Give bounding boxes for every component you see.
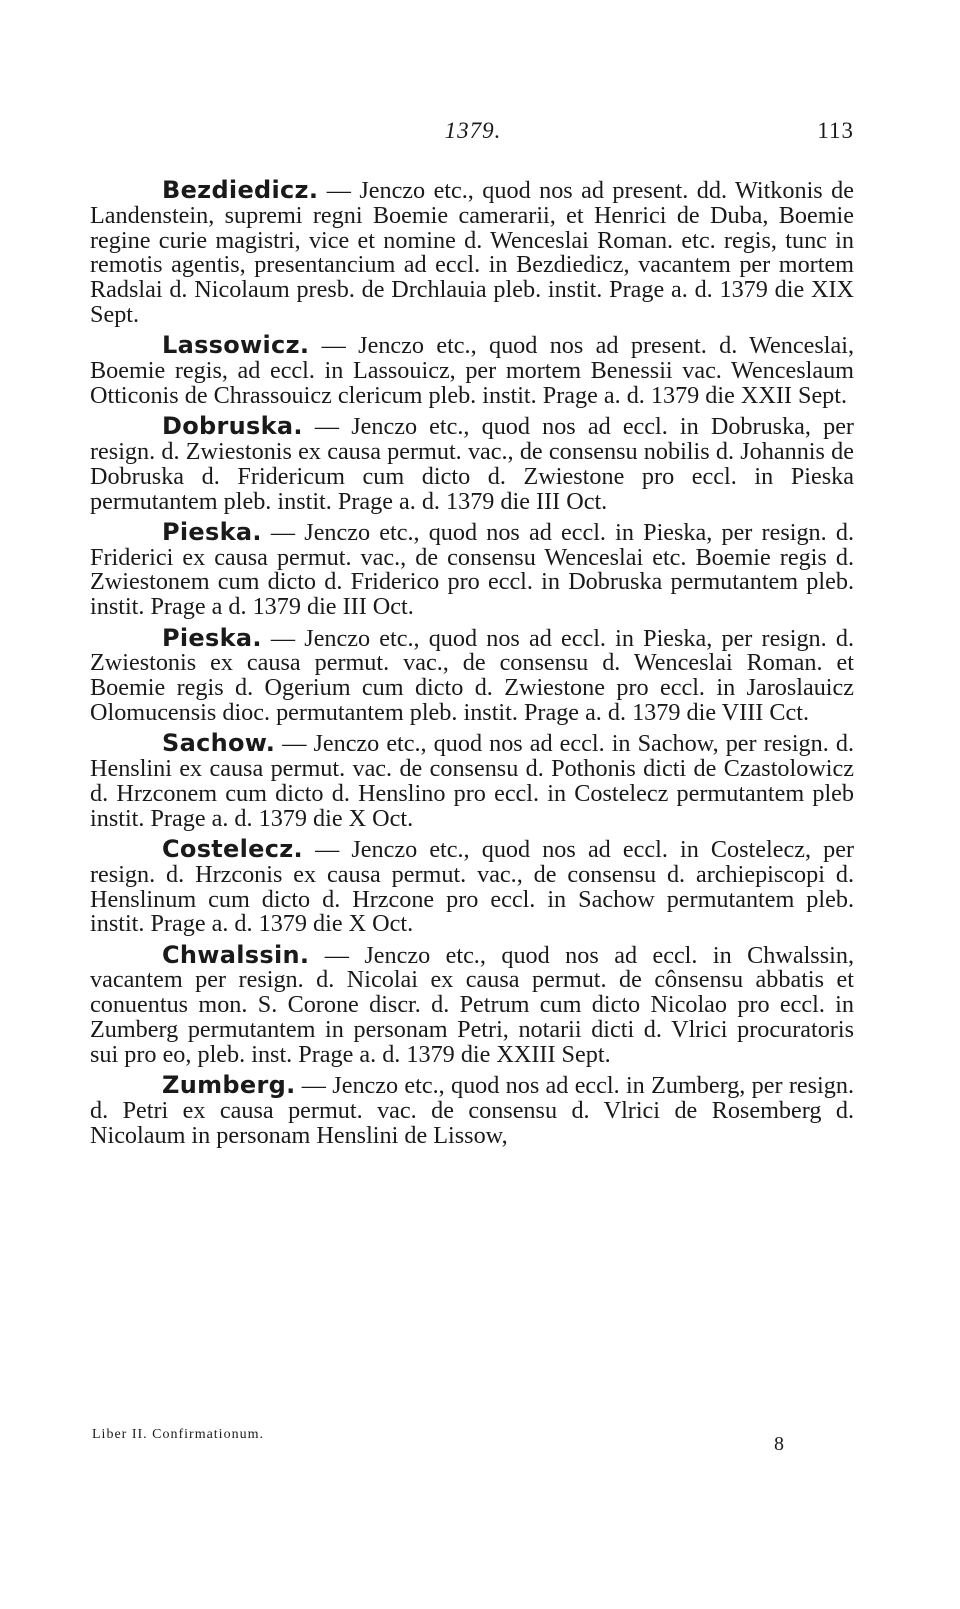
- entry-text: — Jenczo etc., quod nos ad eccl. in Pieska, per resign. d. Zwiestonis ex causa permut. vac., de consensu d. Wenceslai Roman. et Boemie regis d. Ogerium cum dicto d. Zwiestone pro eccl. in Jaroslauicz Olomucensis dioc. permutantem pleb. instit. Prage a. d. 1379 die VIII Cct.: [90, 624, 854, 726]
- entry-text: — Jenczo etc., quod nos ad eccl. in Chwalssin, vacantem per resign. d. Nicolai ex causa permut. de cônsensu abbatis et conuentus mon. S. Corone discr. d. Petrum cum dicto Nicolao pro eccl. in Zumberg permutantem in personam Petri, notarii dicti d. Vlrici procuratoris sui pro eo, pleb. inst. Prage a. d. 1379 die XXIII Sept.: [90, 941, 854, 1068]
- entry-place-name: Dobruska.: [162, 412, 303, 441]
- entry-place-name: Zumberg.: [162, 1071, 296, 1100]
- page-year-heading: 1379.: [444, 118, 502, 143]
- printer-signature: Liber II. Confirmationum.: [92, 1427, 264, 1442]
- page-footer: [92, 1427, 854, 1457]
- entry-text: — Jenczo etc., quod nos ad eccl. in Costelecz, per resign. d. Hrzconis ex causa permut. vac., de consensu d. archiepiscopi d. Henslinum cum dicto d. Hrzcone pro eccl. in Sachow permutantem pleb. instit. Prage a. d. 1379 die X Oct.: [90, 835, 854, 938]
- entry-chwalssin: [90, 940, 854, 1068]
- entry-place-name: Sachow.: [162, 729, 276, 758]
- entry-place-name: Chwalssin.: [162, 940, 310, 969]
- entry-lassowicz: [90, 333, 854, 408]
- main-text: [90, 178, 854, 1154]
- entry-pieska-1: [90, 517, 854, 621]
- signature-number: 8: [774, 1433, 784, 1455]
- entry-text: — Jenczo etc., quod nos ad eccl. in Pieska, per resign. d. Friderici ex causa permut. vac., de consensu Wenceslai etc. Boemie regis d. Zwiestonem cum dicto d. Friderico pro eccl. in Dobruska permutantem pleb. instit. Prage a d. 1379 die III Oct.: [90, 518, 854, 621]
- entry-text: — Jenczo etc., quod nos ad eccl. in Sachow, per resign. d. Henslini ex causa permut. vac. de consensu d. Pothonis dicti de Czastolowicz d. Hrzconem cum dicto d. Henslino pro eccl. in Costelecz permutantem pleb instit. Prage a. d. 1379 die X Oct.: [90, 730, 854, 832]
- entry-place-name: Pieska.: [162, 623, 262, 652]
- entry-place-name: Bezdiedicz.: [162, 176, 319, 204]
- entry-text: — Jenczo etc., quod nos ad present. dd. Witkonis de Landenstein, supremi regni Boemie camerarii, et Henrici de Duba, Boemie regine curie magistri, vice et nomine d. Wenceslai Roman. etc. regis, tunc in remotis agentis, presentancium ad eccl. in Bezdiedicz, vacantem per mortem Radslai d. Nicolaum presb. de Drchlauia pleb. instit. Prage a. d. 1379 die XIX Sept.: [90, 177, 854, 328]
- entry-text: — Jenczo etc., quod nos ad eccl. in Dobruska, per resign. d. Zwiestonis ex causa permut. vac., de consensu nobilis d. Johannis de Dobruska d. Fridericum cum dicto d. Zwiestone pro eccl. in Pieska permutantem pleb. instit. Prage a. d. 1379 die III Oct.: [90, 413, 854, 515]
- entry-costelecz: [90, 834, 854, 938]
- entry-zumberg: [90, 1073, 854, 1148]
- entry-place-name: Lassowicz.: [162, 331, 310, 360]
- entry-place-name: Pieska.: [162, 517, 262, 546]
- entry-text: — Jenczo etc., quod nos ad eccl. in Zumberg, per resign. d. Petri ex causa permut. vac. de consensu d. Vlrici de Rosemberg d. Nicolaum in personam Henslini de Lissow,: [90, 1072, 854, 1149]
- entry-sachow: [90, 731, 854, 831]
- running-head: [92, 118, 854, 152]
- entry-bezdiedicz: [90, 178, 854, 328]
- entry-dobruska: [90, 414, 854, 514]
- entry-place-name: Costelecz.: [162, 834, 303, 863]
- page-number: 113: [817, 118, 854, 143]
- entry-pieska-2: [90, 623, 854, 726]
- entry-text: — Jenczo etc., quod nos ad present. d. Wenceslai, Boemie regis, ad eccl. in Lassouicz, per mortem Benessii vac. Wenceslaum Otticonis de Chrassouicz clericum pleb. instit. Prage a. d. 1379 die XXII Sept.: [90, 332, 854, 409]
